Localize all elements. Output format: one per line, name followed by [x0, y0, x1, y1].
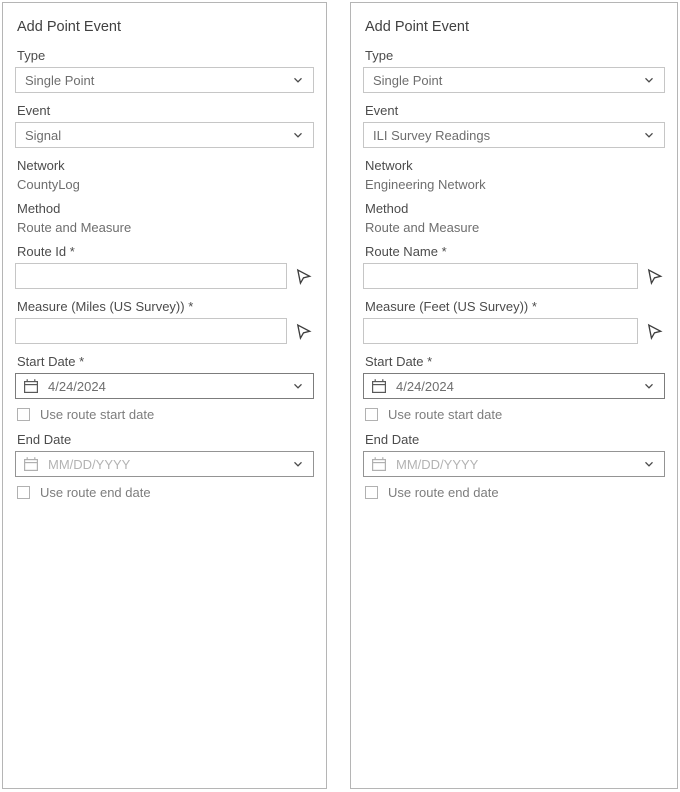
- use-route-start-date-checkbox[interactable]: [365, 408, 378, 421]
- calendar-icon: [23, 378, 39, 394]
- use-route-end-date-label: Use route end date: [40, 485, 151, 500]
- end-date-placeholder: MM/DD/YYYY: [396, 456, 479, 472]
- start-date-input[interactable]: [15, 373, 314, 399]
- event-select-value: Signal: [25, 127, 62, 143]
- use-route-end-date-checkbox[interactable]: [365, 486, 378, 499]
- map-pointer-arrow-icon: [294, 267, 313, 286]
- method-value: Route and Measure: [365, 220, 480, 235]
- event-label: Event: [17, 103, 51, 118]
- panel-title: Add Point Event: [17, 19, 121, 35]
- measure-label: Measure (Feet (US Survey)) *: [365, 299, 537, 314]
- chevron-down-icon: [292, 129, 304, 141]
- start-date-input[interactable]: [363, 373, 665, 399]
- measure-row: [363, 318, 665, 344]
- use-route-start-date-label: Use route start date: [40, 407, 155, 422]
- chevron-down-icon: [292, 380, 304, 392]
- panel-title: Add Point Event: [365, 19, 469, 35]
- pick-route-from-map-button[interactable]: [292, 264, 314, 288]
- type-select-value: Single Point: [25, 72, 95, 88]
- end-date-input[interactable]: [363, 451, 665, 477]
- measure-label: Measure (Miles (US Survey)) *: [17, 299, 194, 314]
- method-label: Method: [365, 201, 409, 216]
- route-id-row: [15, 263, 314, 289]
- add-point-event-panel-right: [350, 2, 678, 789]
- chevron-down-icon: [292, 74, 304, 86]
- use-route-start-date-checkbox[interactable]: [17, 408, 30, 421]
- chevron-down-icon: [643, 129, 655, 141]
- use-route-start-date-row: [365, 407, 665, 422]
- type-select[interactable]: [15, 67, 314, 93]
- type-select-value: Single Point: [373, 72, 443, 88]
- end-date-placeholder: MM/DD/YYYY: [48, 456, 131, 472]
- start-date-value: 4/24/2024: [396, 378, 454, 394]
- pick-measure-from-map-button[interactable]: [292, 319, 314, 343]
- add-point-event-panel-left: [2, 2, 327, 789]
- method-label: Method: [17, 201, 61, 216]
- event-select-value: ILI Survey Readings: [373, 127, 491, 143]
- use-route-end-date-row: [17, 485, 314, 500]
- use-route-end-date-row: [365, 485, 665, 500]
- measure-row: [15, 318, 314, 344]
- network-value: Engineering Network: [365, 177, 486, 192]
- route-name-input[interactable]: [363, 263, 638, 289]
- measure-input[interactable]: [15, 318, 287, 344]
- use-route-start-date-label: Use route start date: [388, 407, 503, 422]
- calendar-icon: [23, 456, 39, 472]
- map-pointer-arrow-icon: [645, 267, 664, 286]
- pick-measure-from-map-button[interactable]: [643, 319, 665, 343]
- use-route-start-date-row: [17, 407, 314, 422]
- route-name-row: [363, 263, 665, 289]
- calendar-icon: [371, 456, 387, 472]
- route-id-label: Route Id *: [17, 244, 75, 259]
- use-route-end-date-label: Use route end date: [388, 485, 499, 500]
- end-date-label: End Date: [365, 432, 420, 447]
- type-select[interactable]: [363, 67, 665, 93]
- route-name-label: Route Name *: [365, 244, 447, 259]
- event-select[interactable]: [363, 122, 665, 148]
- map-pointer-arrow-icon: [294, 322, 313, 341]
- map-pointer-arrow-icon: [645, 322, 664, 341]
- end-date-input[interactable]: [15, 451, 314, 477]
- chevron-down-icon: [643, 380, 655, 392]
- measure-input[interactable]: [363, 318, 638, 344]
- event-label: Event: [365, 103, 399, 118]
- end-date-label: End Date: [17, 432, 72, 447]
- start-date-label: Start Date *: [17, 354, 85, 369]
- type-label: Type: [365, 48, 394, 63]
- chevron-down-icon: [643, 74, 655, 86]
- method-value: Route and Measure: [17, 220, 132, 235]
- route-id-input[interactable]: [15, 263, 287, 289]
- network-label: Network: [365, 158, 413, 173]
- network-value: CountyLog: [17, 177, 80, 192]
- start-date-label: Start Date *: [365, 354, 433, 369]
- event-select[interactable]: [15, 122, 314, 148]
- type-label: Type: [17, 48, 46, 63]
- chevron-down-icon: [643, 458, 655, 470]
- start-date-value: 4/24/2024: [48, 378, 106, 394]
- network-label: Network: [17, 158, 65, 173]
- chevron-down-icon: [292, 458, 304, 470]
- use-route-end-date-checkbox[interactable]: [17, 486, 30, 499]
- calendar-icon: [371, 378, 387, 394]
- pick-route-from-map-button[interactable]: [643, 264, 665, 288]
